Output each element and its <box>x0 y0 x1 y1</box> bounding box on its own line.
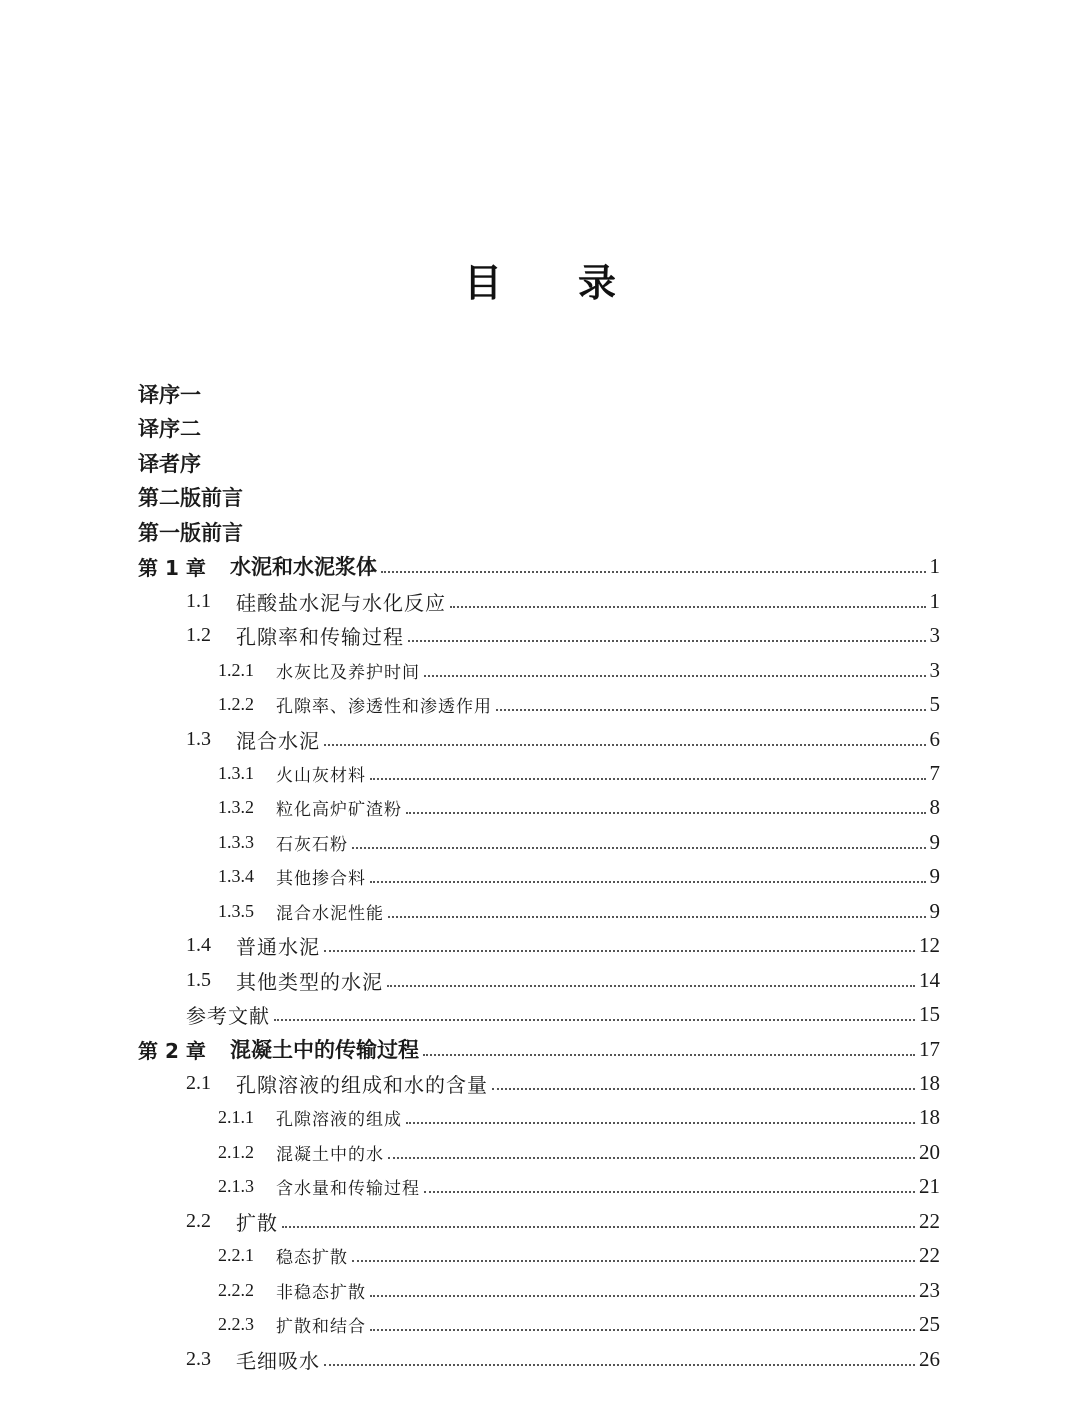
toc-entry-title: 其他掺合料 <box>276 868 366 889</box>
dot-leader <box>496 689 926 719</box>
toc-row-content <box>218 689 940 719</box>
toc-entry-number: 1.3.3 <box>218 831 254 852</box>
dot-leader <box>408 620 926 650</box>
toc-entry-title: 扩散 <box>236 1210 278 1235</box>
toc-page-number: 1 <box>929 553 940 578</box>
dot-leader <box>324 1344 915 1374</box>
toc-row-content <box>138 413 201 443</box>
toc-entry-title: 水泥和水泥浆体 <box>230 555 377 579</box>
toc-entry-title: 混合水泥性能 <box>276 903 384 924</box>
toc-entry-number: 1.3.1 <box>218 762 254 783</box>
dot-leader <box>370 758 926 788</box>
toc-entry-number: 2.2.1 <box>218 1244 254 1265</box>
toc-page-number: 3 <box>929 622 940 647</box>
toc-front-matter-item[interactable] <box>0 379 1080 409</box>
toc-row-content <box>218 827 940 857</box>
toc-entry-title: 孔隙溶液的组成和水的含量 <box>236 1072 488 1097</box>
dot-leader <box>423 1034 915 1064</box>
toc-entry-number: 1.2.1 <box>218 659 254 680</box>
toc-row-content <box>186 965 940 995</box>
toc-page-number: 5 <box>929 691 940 716</box>
toc-page-number: 15 <box>919 1001 940 1026</box>
toc-row-content <box>138 379 201 409</box>
toc-entry-number: 第 2 章 <box>138 1038 206 1063</box>
toc-entry-number: 1.3.5 <box>218 900 254 921</box>
toc-entry-title: 石灰石粉 <box>276 834 348 855</box>
toc-entry-title: 火山灰材料 <box>276 765 366 786</box>
toc-entry-title: 混凝土中的水 <box>276 1144 384 1165</box>
toc-sub-entry[interactable] <box>0 1137 1080 1167</box>
toc-front-matter-item[interactable] <box>0 448 1080 478</box>
toc-row-content <box>218 1240 940 1270</box>
toc-front-matter-item[interactable] <box>0 482 1080 512</box>
dot-leader <box>352 827 926 857</box>
toc-chapter-entry[interactable] <box>0 1034 1080 1064</box>
toc-row-content <box>218 655 940 685</box>
toc-row-content <box>138 551 940 581</box>
page-title: 目 录 <box>463 261 616 305</box>
toc-row-content <box>218 1309 940 1339</box>
toc-sec-entry[interactable] <box>0 965 1080 995</box>
toc-row-content <box>218 1137 940 1167</box>
toc-row-content <box>186 999 940 1029</box>
toc-entry-title: 混凝土中的传输过程 <box>230 1038 419 1062</box>
dot-leader <box>282 1206 915 1236</box>
toc-entry-title: 译序二 <box>138 417 201 441</box>
toc-entry-title: 硅酸盐水泥与水化反应 <box>236 590 446 615</box>
toc-sub-entry[interactable] <box>0 861 1080 891</box>
dot-leader <box>370 1309 915 1339</box>
toc-entry-title: 译序一 <box>138 383 201 407</box>
toc-sec-entry[interactable] <box>0 930 1080 960</box>
dot-leader <box>406 1102 915 1132</box>
toc-entry-title: 第二版前言 <box>138 486 243 510</box>
toc-entry-number: 1.1 <box>186 589 211 612</box>
toc-entry-title: 毛细吸水 <box>236 1348 320 1373</box>
toc-entry-number: 1.3.2 <box>218 796 254 817</box>
toc-row-content <box>186 1344 940 1374</box>
toc-page-number: 17 <box>919 1036 940 1061</box>
toc-sub-entry[interactable] <box>0 792 1080 822</box>
toc-page-number: 22 <box>919 1242 940 1267</box>
toc-row-content <box>218 896 940 926</box>
toc-entry-title: 稳态扩散 <box>276 1247 348 1268</box>
toc-sub-entry[interactable] <box>0 689 1080 719</box>
toc-page-number: 3 <box>929 657 940 682</box>
toc-entry-number: 1.4 <box>186 933 211 956</box>
toc-entry-title: 孔隙率、渗透性和渗透作用 <box>276 696 492 717</box>
toc-entry-title: 混合水泥 <box>236 728 320 753</box>
toc-row-content <box>138 517 243 547</box>
toc-row-content <box>186 1206 940 1236</box>
toc-page-number: 18 <box>919 1104 940 1129</box>
dot-leader <box>352 1240 915 1270</box>
toc-entry-title: 孔隙率和传输过程 <box>236 624 404 649</box>
toc-entry-title: 其他类型的水泥 <box>236 969 383 994</box>
toc-entry-title: 第一版前言 <box>138 521 243 545</box>
toc-sub-entry[interactable] <box>0 1240 1080 1270</box>
toc-sub-entry[interactable] <box>0 1171 1080 1201</box>
toc-page-number: 18 <box>919 1070 940 1095</box>
toc-entry-number: 1.3.4 <box>218 865 254 886</box>
toc-page-number: 9 <box>929 898 940 923</box>
toc-entry-title: 含水量和传输过程 <box>276 1178 420 1199</box>
dot-leader <box>387 965 915 995</box>
toc-page-number: 20 <box>919 1139 940 1164</box>
toc-entry-number: 2.2.2 <box>218 1279 254 1300</box>
toc-entry-number: 2.1.3 <box>218 1175 254 1196</box>
dot-leader <box>388 1137 915 1167</box>
toc-front-matter-item[interactable] <box>0 517 1080 547</box>
toc-sub-entry[interactable] <box>0 896 1080 926</box>
toc-sec-entry[interactable] <box>0 1206 1080 1236</box>
toc-entry-title: 普通水泥 <box>236 934 320 959</box>
toc-page-number: 21 <box>919 1173 940 1198</box>
toc-row-content <box>218 792 940 822</box>
dot-leader <box>424 1171 915 1201</box>
toc-row-content <box>186 1068 940 1098</box>
toc-sub-entry[interactable] <box>0 758 1080 788</box>
toc-page-number: 8 <box>929 794 940 819</box>
toc-entry-title: 译者序 <box>138 452 201 476</box>
toc-row-content <box>186 930 940 960</box>
toc-entry-title: 参考文献 <box>186 1003 270 1028</box>
toc-page-number: 9 <box>929 829 940 854</box>
toc-entry-title: 粒化高炉矿渣粉 <box>276 799 402 820</box>
toc-entry-number: 2.2 <box>186 1209 211 1232</box>
toc-sec-entry[interactable] <box>0 620 1080 650</box>
toc-sec-entry[interactable] <box>0 1344 1080 1374</box>
toc-page-number: 26 <box>919 1346 940 1371</box>
dot-leader <box>370 861 926 891</box>
toc-entry-number: 1.2.2 <box>218 693 254 714</box>
toc-row-content <box>138 1034 940 1064</box>
toc-sec-entry[interactable] <box>0 724 1080 754</box>
dot-leader <box>388 896 926 926</box>
toc-row-content <box>218 861 940 891</box>
toc-entry-number: 1.2 <box>186 623 211 646</box>
toc-sub-entry[interactable] <box>0 1102 1080 1132</box>
toc-page-number: 14 <box>919 967 940 992</box>
toc-sub-entry[interactable] <box>0 1275 1080 1305</box>
toc-entry-title: 水灰比及养护时间 <box>276 662 420 683</box>
dot-leader <box>324 724 926 754</box>
toc-row-content <box>138 448 201 478</box>
toc-entry-number: 1.5 <box>186 968 211 991</box>
toc-entry-number: 2.2.3 <box>218 1313 254 1334</box>
toc-row-content <box>138 482 243 512</box>
toc-row-content <box>218 1275 940 1305</box>
toc-entry-title: 孔隙溶液的组成 <box>276 1109 402 1130</box>
toc-page-number: 25 <box>919 1311 940 1336</box>
toc-chapter-entry[interactable] <box>0 551 1080 581</box>
toc-page-number: 12 <box>919 932 940 957</box>
dot-leader <box>324 930 915 960</box>
toc-entry-number: 1.3 <box>186 727 211 750</box>
dot-leader <box>370 1275 915 1305</box>
dot-leader <box>381 551 926 581</box>
toc-page-number: 23 <box>919 1277 940 1302</box>
toc-page-number: 9 <box>929 863 940 888</box>
toc-entry-number: 2.3 <box>186 1347 211 1370</box>
dot-leader <box>492 1068 915 1098</box>
toc-page-number: 7 <box>929 760 940 785</box>
toc-sub-entry[interactable] <box>0 1309 1080 1339</box>
toc-sec-entry[interactable] <box>0 1068 1080 1098</box>
toc-row-content <box>186 586 940 616</box>
toc-entry-number: 2.1.1 <box>218 1106 254 1127</box>
toc-sub-entry[interactable] <box>0 827 1080 857</box>
toc-entry-number: 第 1 章 <box>138 555 206 580</box>
toc-page-number: 22 <box>919 1208 940 1233</box>
toc-page-number: 1 <box>929 588 940 613</box>
toc-row-content <box>218 1171 940 1201</box>
dot-leader <box>450 586 926 616</box>
toc-sub-entry[interactable] <box>0 655 1080 685</box>
toc-entry-number: 2.1 <box>186 1071 211 1094</box>
toc-page-number: 6 <box>929 726 940 751</box>
toc-entry-title: 扩散和结合 <box>276 1316 366 1337</box>
toc-row-content <box>218 758 940 788</box>
dot-leader <box>274 999 915 1029</box>
toc-sec-entry[interactable] <box>0 586 1080 616</box>
toc-front-matter-item[interactable] <box>0 413 1080 443</box>
toc-ref-entry[interactable] <box>0 999 1080 1029</box>
dot-leader <box>406 792 926 822</box>
toc-entry-number: 2.1.2 <box>218 1141 254 1162</box>
toc-row-content <box>186 724 940 754</box>
toc-row-content <box>186 620 940 650</box>
dot-leader <box>424 655 926 685</box>
toc-entry-title: 非稳态扩散 <box>276 1282 366 1303</box>
toc-row-content <box>218 1102 940 1132</box>
